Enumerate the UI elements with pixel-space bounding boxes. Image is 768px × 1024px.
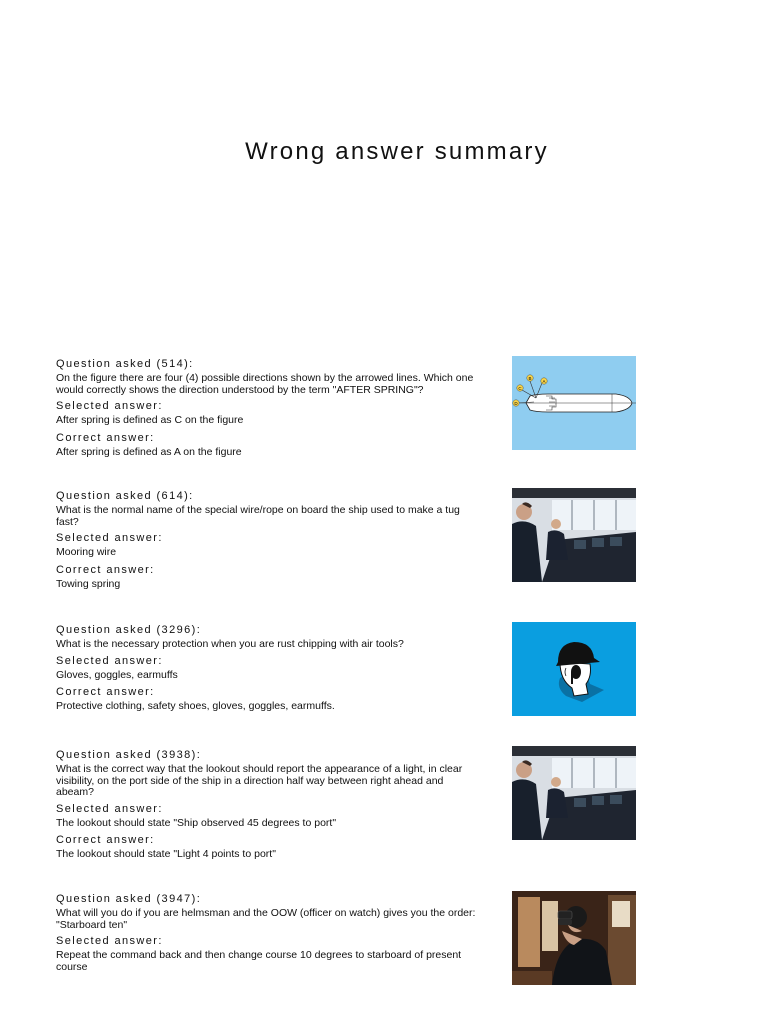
diagram-letter-a: A [542, 379, 546, 384]
diagram-letter-d: D [514, 401, 518, 406]
diagram-letter-c: C [518, 386, 522, 391]
question-heading: Question asked (614): [56, 490, 194, 502]
selected-answer-text: Gloves, goggles, earmuffs [56, 668, 178, 681]
question-text: What will you do if you are helmsman and the OOW (officer on watch) gives you the order: "Starboard ten" [56, 907, 476, 931]
ship-mooring-diagram-graphic [512, 356, 636, 450]
selected-answer-text: The lookout should state "Ship observed 45 degrees to port" [56, 816, 337, 829]
selected-answer-text: Repeat the command back and then change course 10 degrees to starboard of present course [56, 949, 462, 973]
helmet-earmuffs-icon [512, 622, 636, 716]
page-title: Wrong answer summary [245, 138, 549, 165]
question-text-column [56, 893, 476, 973]
question-text: On the figure there are four (4) possible directions shown by the arrowed lines. Which one would correctly shows the direction understood by the term "AFTER SPRING"? [56, 372, 474, 396]
question-heading: Question asked (3296): [56, 624, 202, 636]
question-block-3296 [56, 624, 636, 717]
selected-answer-text: Mooring wire [56, 546, 117, 558]
question-text-column [56, 624, 476, 713]
ship-bridge-photo-graphic [512, 488, 636, 582]
ship-bridge-officers-photo [512, 746, 636, 840]
question-block-614 [56, 490, 636, 594]
question-block-3938 [56, 749, 636, 865]
question-text-column [56, 749, 476, 861]
ship-bridge-officers-photo [512, 488, 636, 582]
ship-bridge-photo-graphic [512, 746, 636, 840]
question-heading: Question asked (514): [56, 358, 194, 370]
ship-mooring-diagram [512, 356, 636, 450]
question-block-514 [56, 358, 636, 462]
officer-binoculars-graphic [512, 891, 636, 985]
selected-answer-label: Selected answer: [56, 400, 163, 412]
question-heading: Question asked (3947): [56, 893, 202, 905]
question-block-3947 [56, 893, 636, 978]
diagram-letter-b: B [528, 376, 532, 381]
correct-answer-text: Towing spring [56, 577, 121, 590]
selected-answer-label: Selected answer: [56, 802, 163, 815]
safety-protection-graphic [512, 622, 636, 716]
question-text: What is the necessary protection when you are rust chipping with air tools? [56, 638, 404, 650]
correct-answer-text: The lookout should state "Light 4 points to port" [56, 848, 276, 860]
officer-binoculars-photo [512, 891, 636, 985]
correct-answer-label: Correct answer: [56, 431, 155, 444]
correct-answer-text: After spring is defined as A on the figure [56, 445, 242, 458]
selected-answer-label: Selected answer: [56, 935, 163, 947]
question-text-column [56, 358, 476, 458]
correct-answer-label: Correct answer: [56, 563, 155, 576]
selected-answer-label: Selected answer: [56, 532, 163, 544]
correct-answer-label: Correct answer: [56, 686, 155, 698]
question-text-column [56, 490, 476, 590]
selected-answer-text: After spring is defined as C on the figure [56, 414, 244, 426]
correct-answer-text: Protective clothing, safety shoes, gloves, goggles, earmuffs. [56, 700, 335, 712]
selected-answer-label: Selected answer: [56, 654, 163, 667]
question-text: What is the normal name of the special wire/rope on board the ship used to make a tug fast? [56, 504, 460, 528]
correct-answer-label: Correct answer: [56, 834, 155, 846]
question-text: What is the correct way that the lookout should report the appearance of a light, in clear visibility, on the port side of the ship in a direction half way between right ahead and abeam? [56, 763, 463, 798]
question-heading: Question asked (3938): [56, 749, 202, 761]
